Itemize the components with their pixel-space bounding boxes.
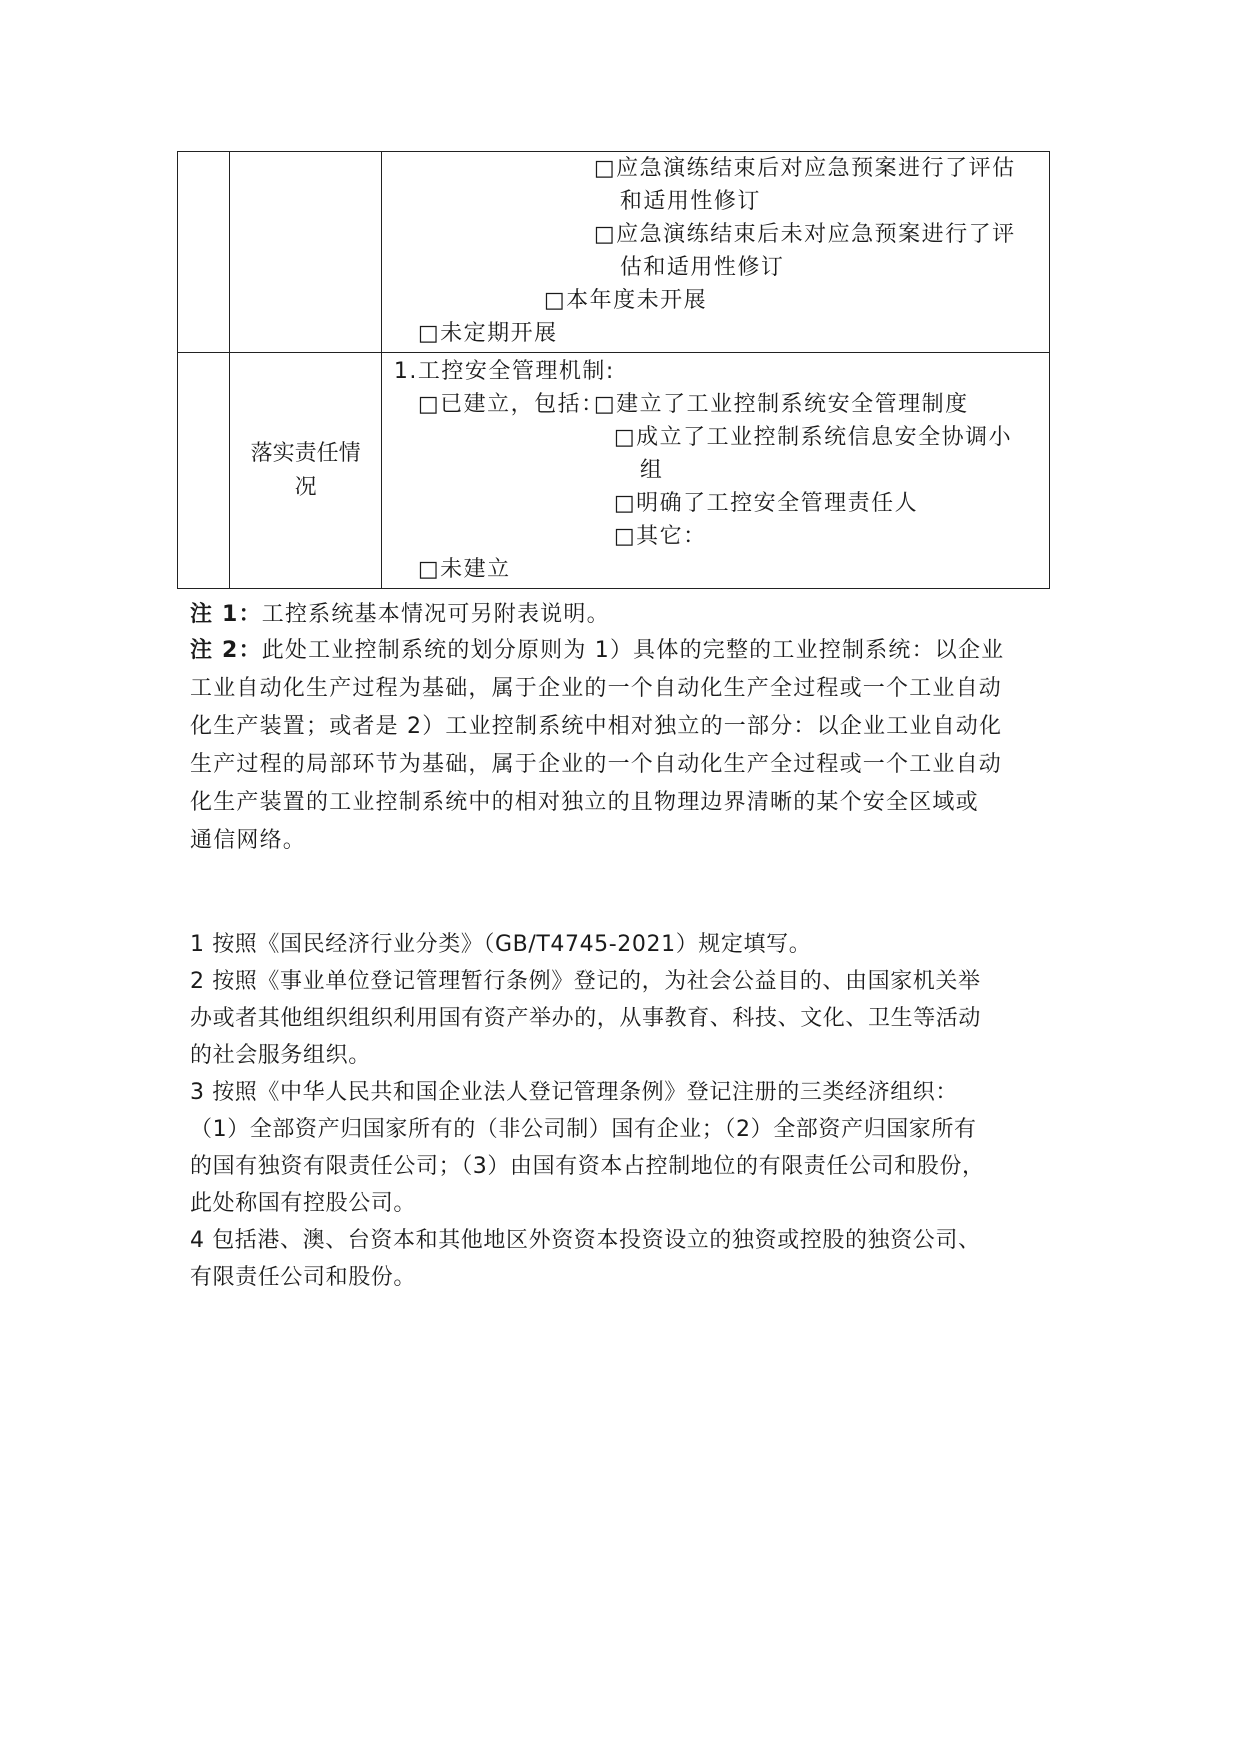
- footnote-line: 此处称国有控股公司。: [190, 1191, 417, 1216]
- checkbox-established[interactable]: □已建立，包括：: [417, 392, 605, 417]
- footnote-line: 1 按照《国民经济行业分类》（GB/T4745-2021）规定填写。: [190, 932, 812, 957]
- note-text: 工控系统基本情况可另附表说明。: [261, 602, 610, 627]
- footnote-line: 4 包括港、澳、台资本和其他地区外资资本投资设立的独资或控股的独资公司、: [190, 1228, 981, 1253]
- footnote-line: 2 按照《事业单位登记管理暂行条例》登记的，为社会公益目的、由国家机关举: [190, 969, 981, 994]
- note-text-line: 化生产装置；或者是 2）工业控制系统中相对独立的一部分：以企业工业自动化: [190, 714, 1003, 739]
- table-cell-label: [230, 152, 381, 353]
- table-cell-index: [178, 152, 230, 353]
- checkbox-option[interactable]: □应急演练结束后对应急预案进行了评估: [593, 156, 1016, 181]
- form-table: [177, 151, 1050, 589]
- checkbox-option[interactable]: □应急演练结束后未对应急预案进行了评: [593, 222, 1016, 247]
- option-continuation: 和适用性修订: [619, 189, 761, 214]
- checkbox-option[interactable]: □其它：: [613, 524, 707, 549]
- checkbox-option[interactable]: □本年度未开展: [543, 288, 708, 313]
- option-continuation: 估和适用性修订: [619, 255, 785, 280]
- table-cell-options: [381, 353, 1049, 589]
- checkbox-not-established[interactable]: □未建立: [417, 557, 511, 582]
- footnote-line: 3 按照《中华人民共和国企业法人登记管理条例》登记注册的三类经济组织：: [190, 1080, 958, 1105]
- note-text: 此处工业控制系统的划分原则为 1）具体的完整的工业控制系统：以企业: [261, 638, 1005, 663]
- note-2: [190, 634, 1060, 667]
- note-label: 注 1：: [190, 602, 262, 627]
- table-cell-label: [230, 353, 381, 589]
- footnote-line: 有限责任公司和股份。: [190, 1265, 417, 1290]
- checkbox-option[interactable]: □成立了工业控制系统信息安全协调小: [613, 425, 1013, 450]
- footnote-line: 的社会服务组织。: [190, 1043, 371, 1068]
- note-1: [190, 598, 1060, 631]
- section-heading: 1.工控安全管理机制:: [393, 359, 615, 384]
- note-text-line: 通信网络。: [190, 828, 307, 853]
- row-label: 落实责任情: [250, 440, 361, 466]
- checkbox-option[interactable]: □明确了工控安全管理责任人: [613, 491, 919, 516]
- checkbox-option[interactable]: □建立了工业控制系统安全管理制度: [593, 392, 969, 417]
- note-text-line: 工业自动化生产过程为基础，属于企业的一个自动化生产全过程或一个工业自动: [190, 676, 1003, 701]
- note-text-line: 化生产装置的工业控制系统中的相对独立的且物理边界清晰的某个安全区域或: [190, 790, 979, 815]
- checkbox-option[interactable]: □未定期开展: [417, 321, 558, 346]
- table-cell-index: [178, 353, 230, 589]
- note-label: 注 2：: [190, 638, 262, 663]
- table-cell-options: [381, 152, 1049, 353]
- option-continuation: 组: [639, 458, 664, 483]
- row-label: 况: [294, 474, 317, 500]
- footnote-line: 的国有独资有限责任公司；（3）由国有资本占控制地位的有限责任公司和股份，: [190, 1154, 985, 1179]
- note-text-line: 生产过程的局部环节为基础，属于企业的一个自动化生产全过程或一个工业自动: [190, 752, 1003, 777]
- footnote-line: 办或者其他组织组织利用国有资产举办的，从事教育、科技、文化、卫生等活动: [190, 1006, 982, 1031]
- footnote-line: （1）全部资产归国家所有的（非公司制）国有企业；（2）全部资产归国家所有: [190, 1117, 977, 1142]
